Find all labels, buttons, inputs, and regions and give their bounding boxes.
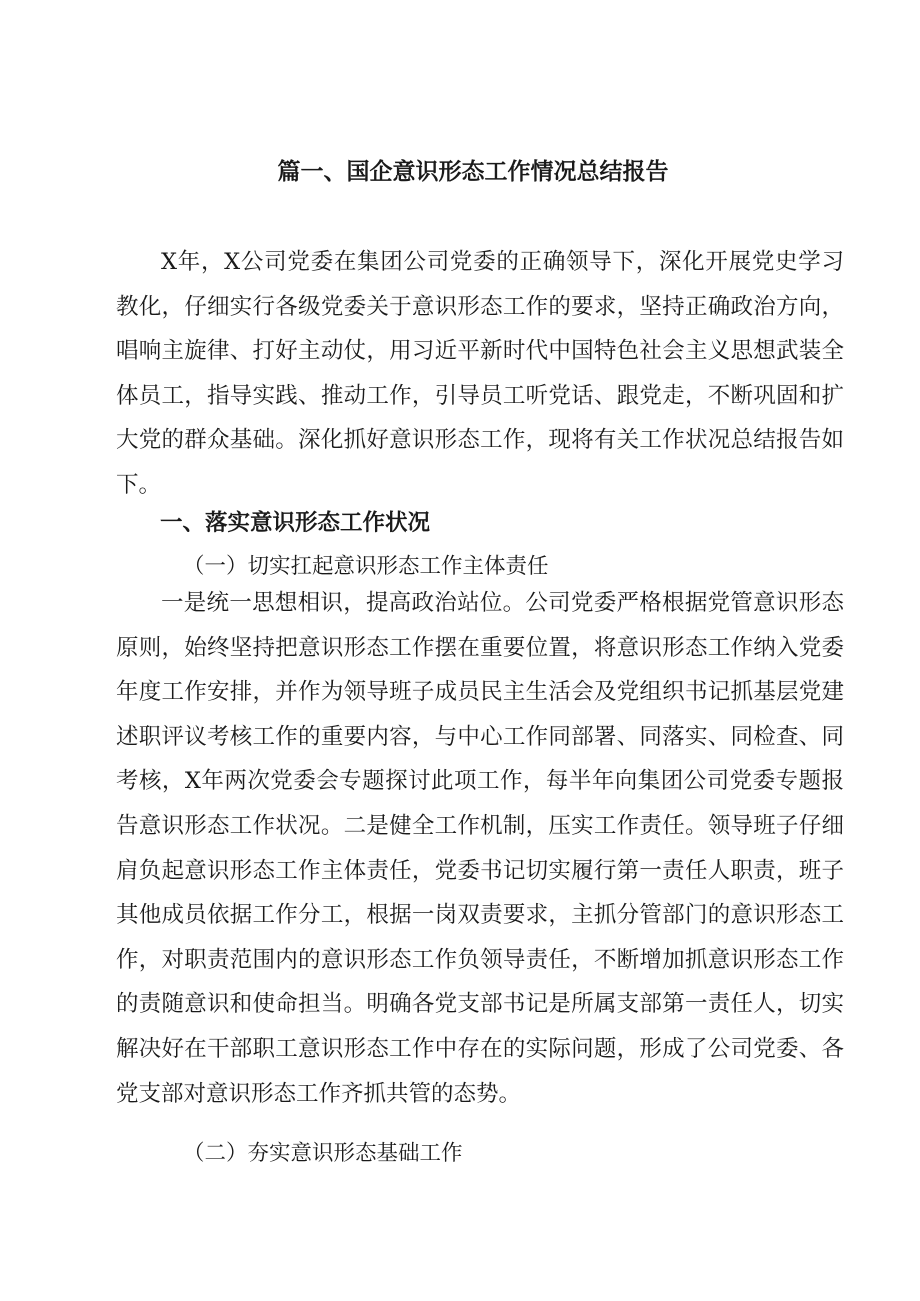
section-1-heading: 一、落实意识形态工作状况 — [160, 510, 431, 536]
intro-paragraph: X年，X公司党委在集团公司党委的正确领导下，深化开展党史学习教化，仔细实行各级党委关于意识形态工作的要求，坚持正确政治方向，唱响主旋律、打好主动仗，用习近平新时代中国特色社会主义思想武装全体员工，指导实践、推动工作，引导员工听党话、跟党走，不断巩固和扩大党的群众基础。深化抓好意识形态工作，现将有关工作状况总结报告如下。 — [116, 249, 844, 498]
subsection-2-heading: （二）夯实意识形态基础工作 — [183, 1141, 463, 1166]
document-title: 篇一、国企意识形态工作情况总结报告 — [277, 159, 669, 185]
subsection-1-heading: （一）切实扛起意识形态工作主体责任 — [183, 554, 549, 579]
subsection-1-body: 一是统一思想相识，提高政治站位。公司党委严格根据党管意识形态原则，始终坚持把意识形态工作摆在重要位置，将意识形态工作纳入党委年度工作安排，并作为领导班子成员民主生活会及党组织书记抓基层党建述职评议考核工作的重要内容，与中心工作同部署、同落实、同检查、同考核，X年两次党委会专题探讨此项工作，每半年向集团公司党委专题报告意识形态工作状况。二是健全工作机制，压实工作责任。领导班子仔细肩负起意识形态工作主体责任，党委书记切实履行第一责任人职责，班子其他成员依据工作分工，根据一岗双责要求，主抓分管部门的意识形态工作，对职责范围内的意识形态工作负领导责任，不断增加抓意识形态工作的责随意识和使命担当。明确各党支部书记是所属支部第一责任人，切实解决好在干部职工意识形态工作中存在的实际问题，形成了公司党委、各党支部对意识形态工作齐抓共管的态势。 — [116, 590, 844, 1107]
